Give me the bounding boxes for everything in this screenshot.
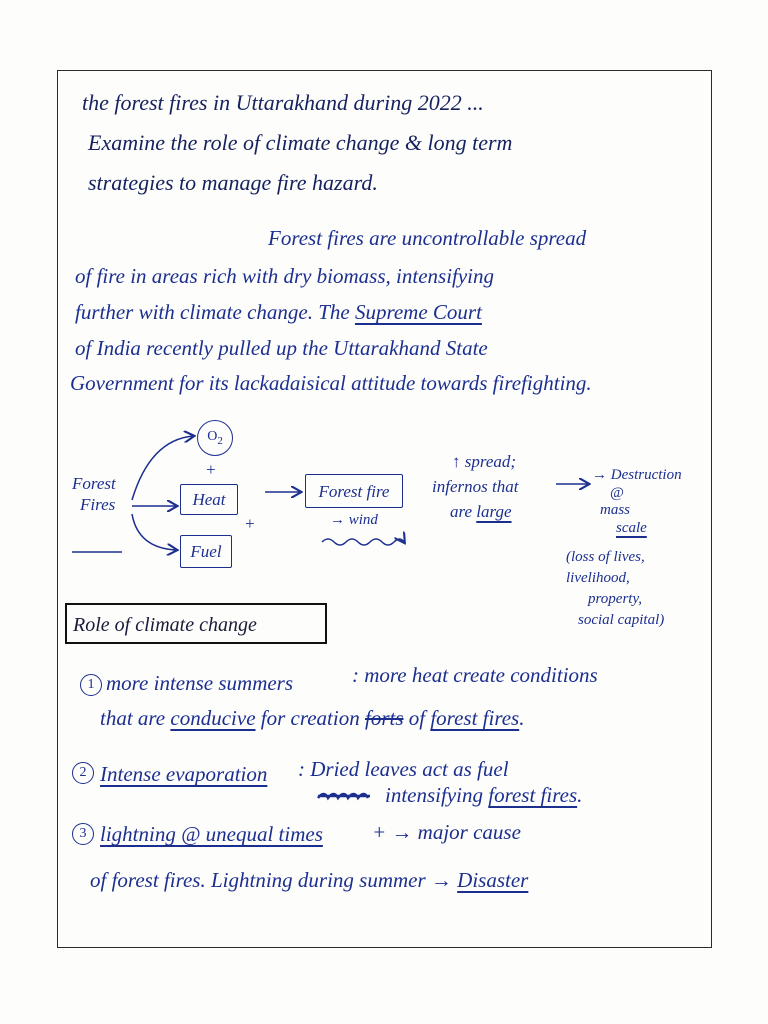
conducive-text: conducive (170, 706, 256, 730)
are-text: are (450, 502, 473, 521)
intro-line-2: of fire in areas rich with dry biomass, intensifying (75, 264, 495, 288)
point-1-number: 1 (87, 677, 95, 692)
intro-line-3-text: further with climate change. The (75, 300, 350, 324)
point-1-forest-fires: forest fires (430, 706, 520, 730)
oxygen-node (197, 420, 233, 456)
diagram-source-line-1: Forest (72, 474, 116, 493)
spread-label: ↑ spread; (452, 452, 517, 471)
point-2-number: 2 (79, 765, 87, 780)
point-2-detail: : Dried leaves act as fuel (298, 757, 509, 781)
are-large-label (450, 503, 512, 520)
wind-label: → wind (330, 512, 378, 528)
point-1-detail: : more heat create conditions (352, 663, 598, 687)
supreme-court-text: Supreme Court (354, 300, 482, 324)
heat-node (180, 484, 238, 515)
point-1-text-a: that are (100, 706, 166, 730)
loss-line-4: social capital) (578, 612, 665, 628)
question-line-1: the forest fires in Uttarakhand during 2022 ... (82, 90, 484, 115)
plus-sign-1: + (205, 460, 217, 479)
question-line-2: Examine the role of climate change & long term (88, 130, 513, 155)
point-1-title: more intense summers (106, 671, 294, 695)
fuel-label: Fuel (190, 542, 222, 561)
point-1-period: . (519, 706, 525, 730)
intro-line-1: Forest fires are uncontrollable spread (268, 226, 587, 250)
loss-line-1: (loss of lives, (566, 549, 645, 565)
point-2-title: Intense evaporation (100, 762, 268, 786)
point-3-detail: + → major cause (372, 820, 521, 844)
forest-fire-node (305, 474, 403, 508)
point-1-text-d: of (408, 706, 426, 730)
heat-label: Heat (192, 490, 226, 509)
scale-label: scale (616, 520, 647, 536)
point-1-line-2 (100, 708, 524, 729)
point-3-number: 3 (79, 826, 87, 841)
oxygen-symbol: O (207, 428, 218, 444)
intro-line-3 (75, 302, 482, 323)
destruction-label: → Destruction (592, 467, 682, 483)
plus-sign-2: + (244, 514, 256, 533)
role-section-heading-box (65, 603, 327, 644)
infernos-label: infernos that (432, 477, 519, 496)
point-3-forest-fires: forest fires. (111, 868, 206, 892)
point-3-number-badge (72, 823, 94, 845)
mass-label: mass (600, 502, 631, 518)
oxygen-label (207, 430, 223, 447)
point-2-forest-fires: forest fires (488, 783, 578, 807)
loss-line-2: livelihood, (566, 570, 630, 586)
point-3-text-a: of (90, 868, 107, 892)
intro-line-4: of India recently pulled up the Uttarakhand State (75, 336, 488, 360)
at-symbol: @ (610, 485, 624, 501)
point-2-period: . (577, 783, 583, 807)
point-3-text-c: Lightning during summer → (210, 868, 452, 892)
forest-fire-label: Forest fire (318, 481, 390, 501)
point-2-line-2 (385, 785, 582, 806)
point-3-line-2 (90, 870, 528, 891)
role-section-heading: Role of climate change (73, 614, 257, 636)
loss-line-3: property, (588, 591, 643, 607)
point-1-text-c: for creation (260, 706, 360, 730)
disaster-text: Disaster (457, 868, 529, 892)
point-2-number-badge (72, 762, 94, 784)
struck-word: forts (364, 706, 404, 730)
question-line-3: strategies to manage fire hazard. (88, 170, 378, 195)
intro-line-5: Government for its lackadaisical attitude towards firefighting. (70, 371, 592, 395)
point-3-title: lightning @ unequal times (100, 822, 323, 846)
point-1-number-badge (80, 674, 102, 696)
oxygen-subscript: 2 (217, 434, 223, 447)
fuel-node (180, 535, 232, 568)
point-2-text-a: intensifying (385, 783, 483, 807)
large-text: large (476, 502, 512, 521)
diagram-source-line-2: Fires (80, 495, 116, 514)
